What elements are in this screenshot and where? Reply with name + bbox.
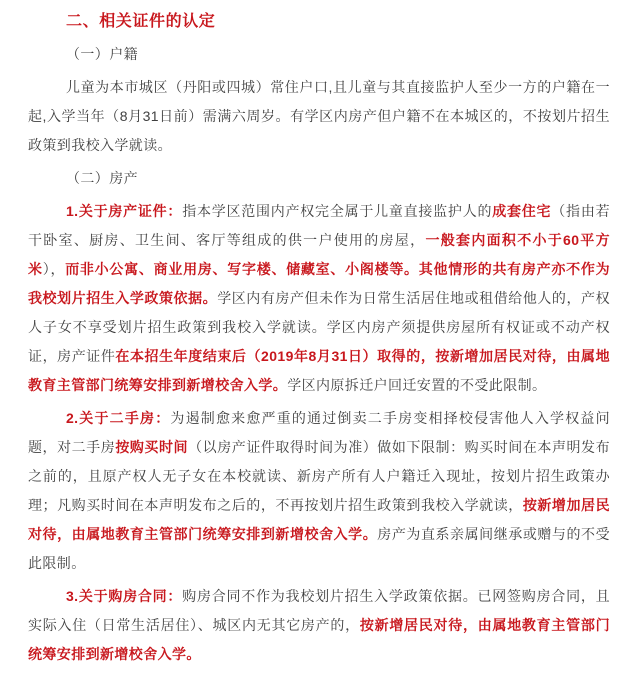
emphasis-text-run: 2.关于二手房：: [66, 410, 171, 426]
emphasis-text-run: 在本招生年度结束后（2019年8月31日）取得的，按新增加居民对待，由属地教育主管部门统筹安排到新增校舍入学。: [28, 348, 610, 393]
para-hukou: [28, 73, 610, 160]
text-run: （二）房产: [66, 170, 138, 186]
emphasis-text-run: 3.关于购房合同：: [66, 588, 183, 604]
text-run: 儿童为本市城区（丹阳或四城）常住户口,且儿童与其直接监护人至少一方的户籍在一起,入学当年（8月31日前）需满六周岁。有学区内房产但户籍不在本城区的，不按划片招生政策到我校入学就读。: [28, 79, 610, 153]
emphasis-text-run: 一般套内面积不小于60平方米: [28, 232, 610, 277]
section-title: [28, 7, 610, 36]
text-run: ），: [42, 261, 66, 277]
text-run: 指本学区范围内产权完全属于儿童直接监护人的: [182, 203, 493, 219]
subheading-fangchan: [28, 164, 610, 193]
para-goufang-hetong: [28, 582, 610, 669]
emphasis-text-run: 1.关于房产证件：: [66, 203, 183, 219]
para-fangchan-zhengjian: [28, 197, 610, 400]
emphasis-text-run: 而非小公寓、商业用房、写字楼、储藏室、小阁楼等。其他情形的共有房产亦不作为我校划片招生入学政策依据。: [28, 261, 610, 306]
text-run: 为遏制愈来愈严重的通过倒卖二手房变相择校侵害他人入学权益问题，对二手房: [28, 410, 610, 455]
emphasis-text-run: 成套住宅: [492, 203, 552, 219]
text-run: （一）户籍: [66, 46, 138, 62]
text-run: 学区内有房产但未作为日常生活居住地或租借给他人的，产权人子女不享受划片招生政策到我校入学就读。学区内房产须提供房屋所有权证或不动产权证，房产证件: [28, 290, 610, 364]
emphasis-text-run: 二、相关证件的认定: [66, 13, 216, 30]
text-run: 购房合同不作为我校划片招生入学政策依据。已网签购房合同，且实际入住（日常生活居住）、城区内无其它房产的，: [28, 588, 610, 633]
emphasis-text-run: 按新增加居民对待，由属地教育主管部门统筹安排到新增校舍入学。: [28, 497, 610, 542]
subheading-hukou: [28, 40, 610, 69]
text-run: 学区内原拆迁户回迁安置的不受此限制。: [287, 377, 547, 393]
emphasis-text-run: 按新增居民对待，由属地教育主管部门统筹安排到新增校舍入学。: [28, 617, 610, 662]
text-run: （以房产证件取得时间为准）做如下限制：购买时间在本声明发布之前的，且原产权人无子女在本校就读、新房产所有人户籍迁入现址，按划片招生政策办理；凡购买时间在本声明发布之后的，不再按划片招生政策到我校入学就读，: [28, 439, 611, 513]
text-run: （指由若干卧室、厨房、卫生间、客厅等组成的供一户使用的房屋，: [28, 203, 610, 248]
text-run: 房产为直系亲属间继承或赠与的不受此限制。: [28, 526, 610, 571]
para-ershoufang: [28, 404, 610, 578]
emphasis-text-run: 按购买时间: [115, 439, 189, 455]
